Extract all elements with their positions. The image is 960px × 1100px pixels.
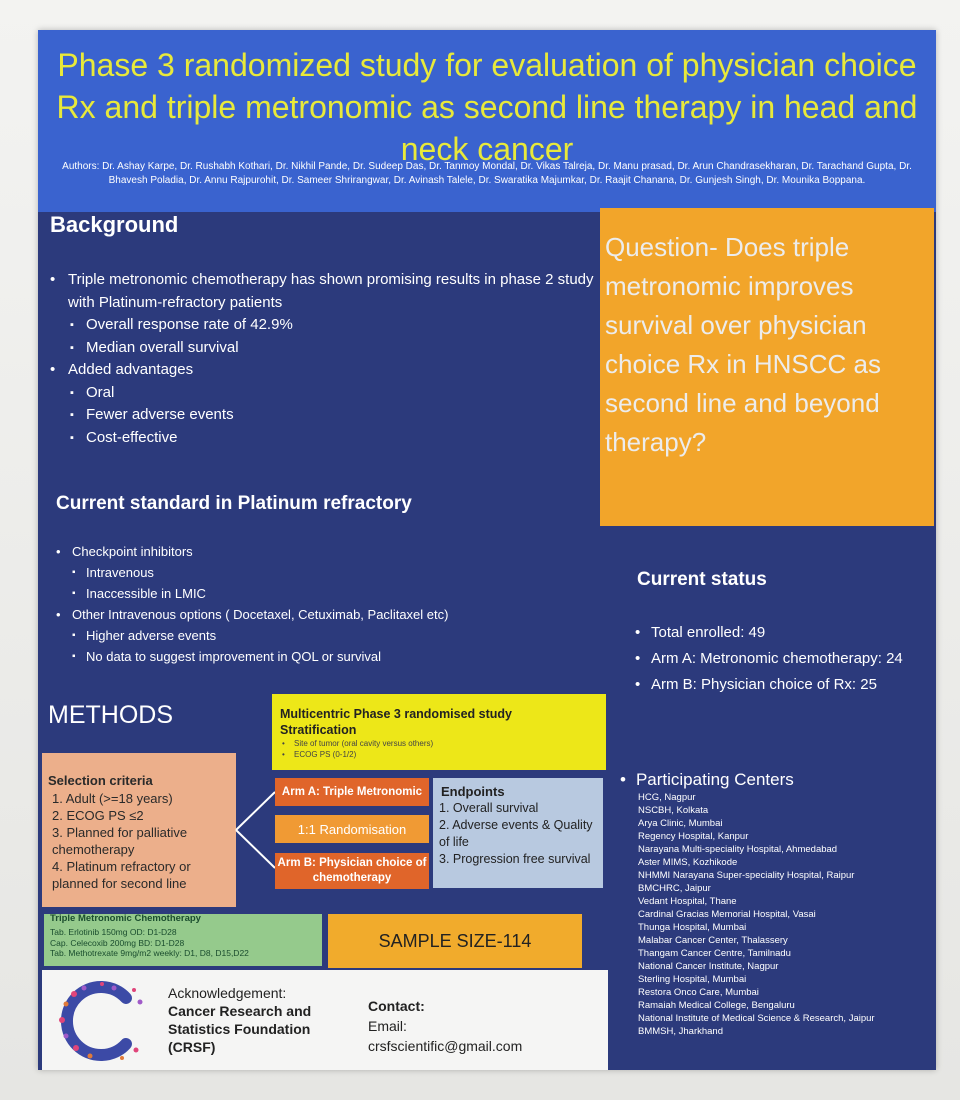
- endpoint-item: 2. Adverse events & Quality of life: [439, 818, 593, 849]
- participating-centers-heading: • Participating Centers: [620, 770, 794, 790]
- center-item: Ramaiah Medical College, Bengaluru: [638, 1000, 795, 1011]
- stratification-list: [280, 738, 433, 760]
- center-item: HCG, Nagpur: [638, 792, 696, 803]
- randomisation-arrows: [234, 782, 278, 878]
- poster-header: [38, 30, 936, 212]
- selection-criterion: 2. ECOG PS ≤2: [52, 808, 144, 823]
- endpoint-item: 3. Progression free survival: [439, 852, 591, 866]
- participating-centers-list: [638, 791, 932, 1038]
- current-standard-item: ▪ Inaccessible in LMIC: [54, 583, 594, 604]
- center-item: Cardinal Gracias Memorial Hospital, Vasai: [638, 909, 816, 920]
- selection-criteria-box: [42, 753, 236, 907]
- center-item: Vedant Hospital, Thane: [638, 896, 737, 907]
- regimen-list: [50, 927, 249, 959]
- acknowledgement-org: Cancer Research and Statistics Foundation (CRSF): [168, 1003, 312, 1055]
- current-standard-item: ▪ Higher adverse events: [54, 625, 594, 646]
- stratification-item: • ECOG PS (0-1/2): [280, 749, 433, 760]
- study-design-box: [272, 694, 606, 770]
- question-box: [600, 208, 934, 526]
- status-item: • Arm A: Metronomic chemotherapy: 24: [633, 646, 933, 672]
- center-item: Sterling Hospital, Mumbai: [638, 974, 747, 985]
- background-item: ▪ Median overall survival: [48, 337, 598, 360]
- background-heading: Background: [50, 212, 179, 237]
- center-item: NHMMI Narayana Super-speciality Hospital, Raipur: [638, 870, 855, 881]
- center-item: NSCBH, Kolkata: [638, 805, 709, 816]
- regimen-item: Tab. Methotrexate 9mg/m2 weekly: D1, D8, D15,D22: [50, 948, 249, 958]
- background-item: ▪ Fewer adverse events: [48, 404, 598, 427]
- center-item: National Institute of Medical Science & Research, Jaipur: [638, 1013, 875, 1024]
- center-item: BMCHRC, Jaipur: [638, 883, 711, 894]
- endpoints-box: [433, 778, 603, 888]
- background-list: [48, 269, 598, 449]
- selection-criteria-list: [52, 790, 232, 892]
- selection-criterion: 3. Planned for palliative chemotherapy: [52, 825, 188, 857]
- arm-b-box: Arm B: Physician choice of chemotherapy: [275, 853, 429, 889]
- poster: [38, 30, 936, 1070]
- sample-size-box: SAMPLE SIZE-114: [328, 914, 582, 968]
- center-item: Narayana Multi-speciality Hospital, Ahmedabad: [638, 844, 838, 855]
- regimen-title: Triple Metronomic Chemotherapy: [50, 913, 201, 924]
- center-item: Thangam Cancer Centre, Tamilnadu: [638, 948, 791, 959]
- center-item: Thunga Hospital, Mumbai: [638, 922, 747, 933]
- selection-criterion: 4. Platinum refractory or planned for second line: [52, 859, 191, 891]
- current-standard-heading: Current standard in Platinum refractory: [56, 493, 412, 514]
- background-item: ▪ Oral: [48, 382, 598, 405]
- center-item: Arya Clinic, Mumbai: [638, 818, 723, 829]
- poster-title: Phase 3 randomized study for evaluation of physician choice Rx and triple metronomic as second line therapy in head and neck cancer: [56, 47, 918, 167]
- current-standard-list: [54, 541, 594, 667]
- status-item: • Total enrolled: 49: [633, 620, 933, 646]
- center-item: Aster MIMS, Kozhikode: [638, 857, 738, 868]
- regimen-box: [44, 914, 322, 966]
- regimen-item: Tab. Erlotinib 150mg OD: D1-D28: [50, 927, 177, 937]
- question-text: Question- Does triple metronomic improves survival over physician choice Rx in HNSCC as second line and beyond therapy?: [605, 232, 881, 457]
- center-item: Malabar Cancer Center, Thalassery: [638, 935, 788, 946]
- status-item: • Arm B: Physician choice of Rx: 25: [633, 672, 933, 698]
- center-item: Restora Onco Care, Mumbai: [638, 987, 759, 998]
- contact-email: crsfscientific@gmail.com: [368, 1038, 523, 1054]
- selection-criterion: 1. Adult (>=18 years): [52, 791, 173, 806]
- center-item: BMMSH, Jharkhand: [638, 1026, 724, 1037]
- endpoints-list: [439, 800, 599, 868]
- endpoint-item: 1. Overall survival: [439, 801, 539, 815]
- current-standard-item: ▪ No data to suggest improvement in QOL or survival: [54, 646, 594, 667]
- randomisation-box: 1:1 Randomisation: [275, 815, 429, 843]
- acknowledgement-label: Acknowledgement:: [168, 985, 287, 1001]
- current-status-heading: Current status: [637, 569, 767, 590]
- email-label: Email:: [368, 1018, 407, 1034]
- authors-line: Authors: Dr. Ashay Karpe, Dr. Rushabh Kothari, Dr. Nikhil Pande, Dr. Sudeep Das, Dr. Tanmoy Mondal, Dr. Vikas Talreja, Dr. Manu prasad, Dr. Arun Chandrasekharan, Dr. Tarachand Gupta, Dr. Bhavesh Poladia, Dr. Annu Rajpurohit, Dr. Sameer Shrirangwar, Dr. Avinash Talele, Dr. Swaratika Majumkar, Dr. Raajit Chanana, Dr. Gunjesh Singh, Dr. Mounika Boppana.: [62, 161, 912, 186]
- contact-heading: Contact:: [368, 998, 425, 1014]
- current-standard-item: • Checkpoint inhibitors: [54, 541, 594, 562]
- stratification-item: • Site of tumor (oral cavity versus others): [280, 738, 433, 749]
- current-status-list: [633, 620, 933, 698]
- background-item: ▪ Overall response rate of 42.9%: [48, 314, 598, 337]
- regimen-item: Cap. Celecoxib 200mg BD: D1-D28: [50, 937, 185, 948]
- arm-a-box: Arm A: Triple Metronomic: [275, 778, 429, 806]
- center-item: National Cancer Institute, Nagpur: [638, 961, 779, 972]
- acknowledgement-box: [42, 970, 608, 1070]
- current-standard-item: ▪ Intravenous: [54, 562, 594, 583]
- background-item: • Triple metronomic chemotherapy has shown promising results in phase 2 study with Platinum-refractory patients: [48, 269, 598, 314]
- background-item: ▪ Cost-effective: [48, 427, 598, 450]
- background-item: • Added advantages: [48, 359, 598, 382]
- center-item: Regency Hospital, Kanpur: [638, 831, 749, 842]
- endpoints-title: Endpoints: [441, 784, 505, 799]
- methods-heading: METHODS: [48, 701, 173, 729]
- selection-criteria-title: Selection criteria: [48, 773, 153, 788]
- study-design-title: Multicentric Phase 3 randomised study Stratification: [280, 707, 513, 737]
- current-standard-item: • Other Intravenous options ( Docetaxel, Cetuximab, Paclitaxel etc): [54, 604, 594, 625]
- crsf-logo-icon: [56, 980, 148, 1062]
